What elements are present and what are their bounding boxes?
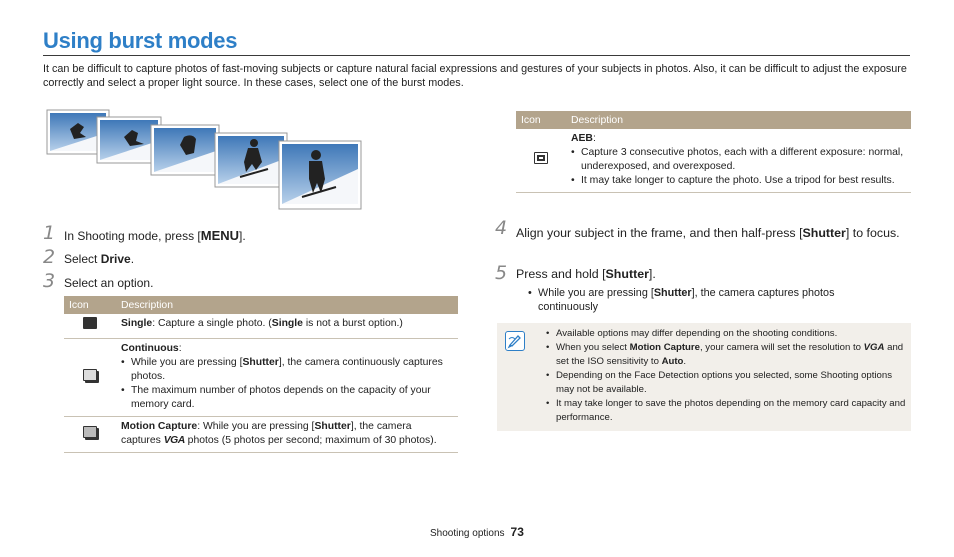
burst-photo-4 xyxy=(215,133,287,187)
step-2 xyxy=(43,246,135,268)
option-text: is not a burst option.) xyxy=(302,318,403,329)
column-header-icon: Icon xyxy=(64,296,116,314)
step-number: 3 xyxy=(43,270,56,292)
list-item xyxy=(131,356,453,384)
option-text: ], the camera captures xyxy=(121,421,412,446)
description-cell xyxy=(116,314,458,339)
step-text: ] to focus. xyxy=(845,226,900,240)
burst-illustration xyxy=(44,107,368,215)
option-name: Single xyxy=(121,318,153,329)
shutter-key: Shutter xyxy=(802,226,846,240)
description-cell xyxy=(566,129,911,193)
page-number: 73 xyxy=(510,525,524,539)
shutter-key: Shutter xyxy=(314,421,351,432)
list-item xyxy=(538,286,888,314)
footer-section: Shooting options xyxy=(430,528,505,539)
column-header-description: Description xyxy=(116,296,458,314)
step-text: While you are pressing [ xyxy=(538,287,654,299)
column-header-description: Description xyxy=(566,111,911,129)
step-text: Select xyxy=(64,252,101,266)
step-1 xyxy=(43,222,246,244)
icon-cell xyxy=(516,129,566,193)
option-name: Single xyxy=(271,318,303,329)
step-number: 4 xyxy=(495,217,508,239)
option-text: : xyxy=(178,343,182,354)
option-name: Continuous xyxy=(121,343,179,354)
note-icon xyxy=(505,331,525,351)
option-text: : While you are pressing [ xyxy=(197,421,315,432)
step-text: ], the camera captures photos continuously xyxy=(538,287,835,313)
continuous-shot-icon xyxy=(83,369,97,381)
option-name: AEB xyxy=(571,133,593,144)
option-text: : xyxy=(592,133,596,144)
option-text: : Capture a single photo. ( xyxy=(152,318,272,329)
title-divider xyxy=(43,55,910,56)
drive-label: Drive xyxy=(100,252,131,266)
shutter-key: Shutter xyxy=(242,357,279,368)
step-text: Select an option. xyxy=(64,276,154,290)
list-item: • The maximum number of photos depends on the capacity of your memory card. xyxy=(131,384,453,412)
option-text: While you are pressing [ xyxy=(131,357,243,368)
list-item xyxy=(556,341,906,369)
step-text: . xyxy=(130,252,135,266)
note-bold: Motion Capture xyxy=(629,342,700,353)
icon-cell xyxy=(64,339,116,417)
description-cell xyxy=(116,339,458,417)
note-box xyxy=(497,323,911,431)
step-number: 5 xyxy=(495,262,508,284)
table-row-aeb xyxy=(516,129,911,193)
step-5-sub-bullet xyxy=(528,286,888,314)
step-text: In Shooting mode, press [ xyxy=(64,229,201,243)
table-row-continuous xyxy=(64,339,458,417)
page-title: Using burst modes xyxy=(43,28,238,53)
step-number: 1 xyxy=(43,222,56,244)
step-number: 2 xyxy=(43,246,56,268)
aeb-icon xyxy=(534,152,548,164)
page-footer xyxy=(430,525,524,539)
aeb-table xyxy=(516,111,911,193)
burst-options-table xyxy=(64,296,458,453)
description-cell xyxy=(116,417,458,453)
shutter-key: Shutter xyxy=(605,267,649,281)
step-5 xyxy=(495,262,911,284)
step-text: ]. xyxy=(648,267,656,281)
icon-cell xyxy=(64,314,116,339)
step-text: Align your subject in the frame, and then half-press [ xyxy=(516,226,803,240)
option-text: ], the camera continuously captures photos. xyxy=(131,357,443,382)
list-item: • It may take longer to capture the photo. Use a tripod for best results. xyxy=(581,174,906,188)
column-header-icon: Icon xyxy=(516,111,566,129)
step-text: ]. xyxy=(239,229,246,243)
note-text: , your camera will set the resolution to xyxy=(699,342,864,353)
intro-paragraph: It can be difficult to capture photos of fast-moving subjects or capture natural facial expressions and gestures of your subjects in photos. Also, it can be difficult to adjust the exposure correctly and select a proper light source. In these cases, select one of the burst modes. xyxy=(43,63,907,89)
burst-photo-3 xyxy=(151,125,219,175)
shutter-key: Shutter xyxy=(653,287,692,299)
note-text: . xyxy=(683,356,687,367)
vga-icon: VGA xyxy=(863,342,885,353)
table-row-motion-capture xyxy=(64,417,458,453)
note-list xyxy=(546,327,906,425)
list-item: • Capture 3 consecutive photos, each with a different exposure: normal, underexposed, and overexposed. xyxy=(581,146,906,174)
list-item: • Depending on the Face Detection options you selected, some Shooting options may not be available. xyxy=(556,369,906,397)
list-item: • Available options may differ depending on the shooting conditions. xyxy=(556,327,906,341)
motion-capture-icon xyxy=(83,426,97,438)
note-text: and set the ISO sensitivity to xyxy=(556,342,904,367)
vga-icon: VGA xyxy=(163,435,185,446)
single-shot-icon xyxy=(83,317,97,329)
step-4 xyxy=(495,217,911,241)
step-3 xyxy=(43,270,154,292)
list-item: • It may take longer to save the photos depending on the memory card capacity and performance. xyxy=(556,397,906,425)
icon-cell xyxy=(64,417,116,453)
note-bold: Auto xyxy=(661,356,684,367)
note-text: When you select xyxy=(556,342,630,353)
step-text: Press and hold [ xyxy=(516,267,606,281)
menu-key: MENU xyxy=(200,228,240,243)
option-name: Motion Capture xyxy=(121,421,198,432)
table-row-single xyxy=(64,314,458,339)
option-text: photos (5 photos per second; maximum of 30 photos). xyxy=(184,435,437,446)
burst-photo-5 xyxy=(279,141,361,209)
